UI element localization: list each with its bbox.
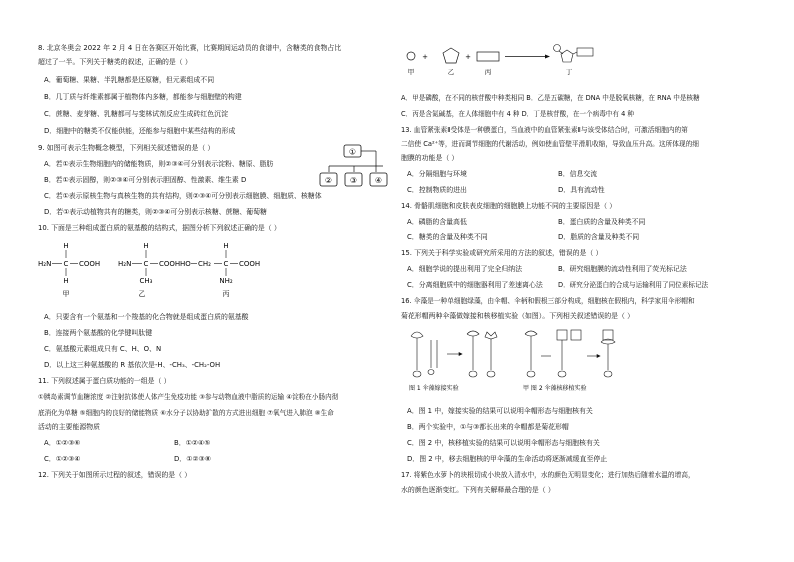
svg-text:H₂N: H₂N [118,260,132,268]
figure-2-caption: 甲 图 2 伞藻核移植实验 [523,385,587,392]
q16-option-d: D．图 2 中，移去细胞核的甲伞藻的生命活动将逐渐减缓直至停止 [407,455,608,463]
concept-model-diagram [312,142,394,192]
q9-option-b: B．若①表示固醇，则②③④可分别表示胆固醇、性激素、维生素 D [44,176,247,184]
label-jia-2: 甲 [407,68,415,76]
label-yi-2: 乙 [447,68,455,76]
q11-option-a: A．①②③⑥ [44,439,81,447]
svg-text:H: H [63,277,69,285]
graft-experiment [411,331,497,377]
q16-line-2: 菊花形帽两种伞藻做嫁接和核移植实验（如图）。下列相关叙述错误的是（ ） [401,312,635,320]
diagram-node-3: ③ [349,176,358,185]
diagram-node-4: ④ [374,176,383,185]
q13-option-d: D．具有流动性 [558,186,605,194]
q11-option-d: D．①②③⑧ [174,455,211,463]
q11-option-c: C．①②③④ [44,455,81,463]
svg-text:C: C [63,260,69,268]
svg-text:NH₂: NH₂ [219,277,233,285]
nuclear-transplant-experiment [525,330,615,377]
q11-items-line-1: ①胰岛素调节血糖浓度 ②注射抗体使人体产生免疫功能 ③参与动物血液中脂质的运输 ④淀粉在小肠内彻 [38,393,339,401]
q17-line-1: 17. 将紫色水萝卜的块根切成小块放入清水中，水的颜色无明显变化；进行加热后随着水温的增高， [401,471,695,479]
svg-text:H: H [63,242,69,250]
q11-option-b: B．①②④⑤ [174,439,211,447]
q8-option-a: A．葡萄糖、果糖、半乳糖都是还原糖，但元素组成不同 [44,76,215,84]
q9-option-a: A．若①表示生物细胞内的储能物质，则②③④可分别表示淀粉、糖原、脂肪 [44,160,274,168]
amino-acid-c [180,242,260,298]
amino-acid-a [38,242,100,298]
q16-option-c: C．图 2 中，核移植实验的结果可以说明伞帽形态与细胞核有关 [407,439,600,447]
label-bing: 丙 [222,290,230,298]
svg-text:HO: HO [180,260,191,268]
q12-options-ab: A．甲是磷酸，在不同的核苷酸中种类相同 B．乙是五碳糖，在 DNA 中是脱氧核糖，在 RNA 中是核糖 [401,94,700,102]
svg-text:C: C [223,260,229,268]
q15-option-d: D．研究分泌蛋白的合成与运输利用了同位素标记法 [558,281,709,289]
svg-text:COOH: COOH [79,260,101,268]
q14-option-a: A．磷脂的含量高低 [407,218,467,226]
q14-stem: 14. 骨骼肌细胞和皮肤表皮细胞的细胞膜上功能不同的主要原因是（ ） [401,202,617,210]
q10-option-a: A．只要含有一个氨基和一个羧基的化合物就是组成蛋白质的氨基酸 [44,313,249,321]
label-bing-2: 丙 [484,68,492,76]
diagram-node-1: ① [348,147,357,157]
q14-option-d: D．脂质的含量及种类不同 [558,233,640,241]
amino-acid-b [118,242,180,298]
q13-option-a: A．分隔细胞与环境 [407,170,467,178]
q11-stem: 11. 下列叙述属于蛋白质功能的一组是（ ） [38,377,171,385]
right-column [395,0,794,562]
svg-text:COOH: COOH [159,260,181,268]
q13-option-b: B．信息交流 [558,170,598,178]
q8-option-b: B．几丁质与纤维素都属于植物体内多糖，都能参与细胞壁的构建 [44,93,242,101]
svg-text:+: + [422,53,428,61]
q8-option-d: D．细胞中的糖类不仅能供能，还能参与细胞中某些结构的形成 [44,127,236,135]
q14-option-c: C．糖类的含量及种类不同 [407,233,488,241]
q13-option-c: C．控制物质的进出 [407,186,467,194]
q9-stem: 9. 如图可表示生物概念模型，下列相关叙述错误的是（ ） [38,144,215,152]
nucleotide-figure [401,40,601,82]
label-yi: 乙 [138,290,146,298]
q13-line-1: 13. 血管紧张素Ⅱ受体是一种膜蛋白，当血液中的血管紧张素Ⅱ与该受体结合时，可激活细胞内的第 [401,126,688,134]
svg-text:H: H [143,242,149,250]
q15-option-b: B．研究细胞膜的流动性利用了荧光标记法 [558,265,687,273]
q16-option-a: A．图 1 中，嫁接实验的结果可以说明伞帽形态与细胞核有关 [407,407,593,415]
left-column [0,0,395,562]
q11-items-line-3: 活动的主要能源物质 [38,423,101,431]
label-jia: 甲 [62,290,70,298]
q8-stem-line-1: 8. 北京冬奥会 2022 年 2 月 4 日在各赛区开始比赛，比赛期间运动员的食谱中，含糖类的食物占比 [38,44,342,52]
q14-option-b: B．蛋白质的含量及种类不同 [558,218,646,226]
diagram-node-2: ② [324,176,333,185]
q13-line-3: 胞膜的功能是（ ） [401,154,459,162]
q9-option-d: D．若①表示动植物共有的糖类，则②③④可分别表示核糖、蔗糖、葡萄糖 [44,208,267,216]
q8-stem-line-2: 超过了一半。下列关于糖类的叙述，正确的是（ ） [38,58,192,66]
q9-option-c: C．若①表示原核生物与真核生物的共有结构，则②③④可分别表示细胞膜、细胞质、核糖体 [44,192,322,200]
q13-line-2: 二信使 Ca²⁺等，进而调节细胞的代谢活动，例如使血管壁平滑肌收缩，导致血压升高。这所体现的细 [401,140,699,148]
svg-text:+: + [465,53,471,61]
q10-stem: 10. 下面是三种组成蛋白质的氨基酸的结构式，据图分析下列叙述正确的是（ ） [38,224,281,232]
q16-option-b: B．两个实验中，①与③都长出来的伞帽都是菊花形帽 [407,423,569,431]
q10-option-d: D．以上这三种氨基酸的 R 基依次是-H、-CH₃、-CH₂-OH [44,361,221,369]
q15-option-a: A．细胞学说的提出利用了完全归纳法 [407,265,522,273]
figure-1-caption: 图 1 伞藻嫁接实验 [409,385,459,392]
svg-text:H₂N: H₂N [38,260,52,268]
q12-options-cd: C．丙是含氮碱基，在人体细胞中有 4 种 D．丁是核苷酸，在一个病毒中有 4 种 [401,110,634,118]
acetabularia-figure [407,326,627,396]
q15-stem: 15. 下列关于科学实验或研究所采用的方法的叙述，错误的是（ ） [401,249,603,257]
q10-option-b: B．连接两个氨基酸的化学键叫肽键 [44,329,153,337]
svg-text:C: C [143,260,149,268]
amino-acid-structures [36,238,296,310]
q16-line-1: 16. 伞藻是一种单细胞绿藻，由伞帽、伞柄和假根三部分构成，细胞核在假根内，科学家用伞形帽和 [401,297,695,305]
svg-text:CH₂: CH₂ [198,260,211,268]
svg-text:COOH: COOH [239,260,261,268]
label-ding: 丁 [565,68,573,76]
q11-items-line-2: 底消化为单糖 ⑤细胞内的良好的储能物质 ⑥水分子以协助扩散的方式进出细胞 ⑦氧气进入肺泡 ⑧生命 [38,409,334,417]
q10-option-c: C．氨基酸元素组成只有 C、H、O、N [44,345,162,353]
q8-option-c: C．蔗糖、麦芽糖、乳糖都可与斐林试剂反应生成砖红色沉淀 [44,110,228,118]
q15-option-c: C．分离细胞质中的细胞器利用了差速离心法 [407,281,543,289]
svg-text:CH₃: CH₃ [139,277,153,285]
q17-line-2: 水的颜色逐渐变红。下列有关解释最合理的是（ ） [401,486,555,494]
q12-stem: 12. 下列关于如图所示过程的叙述，错误的是（ ） [38,471,192,479]
svg-text:H: H [223,242,229,250]
